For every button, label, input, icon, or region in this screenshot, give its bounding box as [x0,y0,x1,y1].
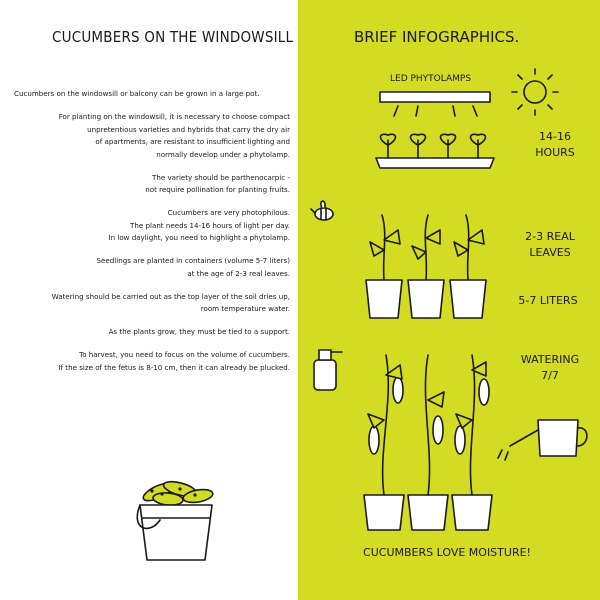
text-line: of apartments, are resistant to insufficient lighting and [95,137,290,146]
potted-seedlings-icon [366,215,486,318]
text-line: Seedlings are planted in containers (volume 5-7 liters) [96,256,290,265]
text-line: normally develop under a phytolamp. [156,149,290,159]
page-title: CUCUMBERS ON THE WINDOWSILL [52,28,294,46]
text-line: Watering should be carried out as the top layer of the soil dries up, [51,291,290,301]
text-line: If the size of the fetus is 8-10 cm, then it can already be plucked. [58,362,290,372]
cucumber-plants-icon [364,355,492,530]
hours-unit: HOURS [535,146,575,159]
leaves-value: 2-3 REAL [525,230,575,243]
text-line: unpretentious varieties and hybrids that carry the dry air [87,124,290,134]
text-line: room temperature water. [200,304,290,313]
bee-icon [311,201,333,220]
led-lamp-icon [380,92,490,116]
text-line: not require pollination for planting fruits. [145,185,290,194]
sun-icon [512,69,558,115]
text-line: For planting on the windowsill, it is necessary to choose compact [58,112,290,121]
watering-label: WATERING [520,353,580,366]
watering-can-icon [498,420,587,460]
lamp-label: LED PHYTOLAMPS [390,74,472,84]
infographic-title: BRIEF INFOGRAPHICS. [354,28,520,46]
liters-label: 5-7 LITERS [518,294,578,307]
text-line: at the age of 2-3 real leaves. [187,268,290,278]
spray-bottle-icon [314,350,342,390]
hours-value: 14-16 [539,130,571,143]
seedling-tray-icon [376,134,494,168]
footer-slogan: CUCUMBERS LOVE MOISTURE! [363,546,531,559]
cucumber-bucket-icon [0,0,298,600]
leaves-unit: LEAVES [529,246,571,259]
text-line: The variety should be parthenocarpic - [152,172,290,182]
text-line: Cucumbers on the windowsill or balcony can be grown in a large pot. [14,89,260,98]
watering-frequency: 7/7 [541,369,559,382]
text-line: Cucumbers are very photophilous. [167,208,290,217]
infographic-panel [298,0,600,600]
text-line: In low daylight, you need to highlight a phytolamp. [108,233,290,242]
text-line: The plant needs 14-16 hours of light per day. [130,220,290,230]
text-line: To harvest, you need to focus on the volume of cucumbers. [79,350,290,359]
text-line: As the plants grow, they must be tied to a support. [108,327,290,336]
text-panel [0,0,298,600]
